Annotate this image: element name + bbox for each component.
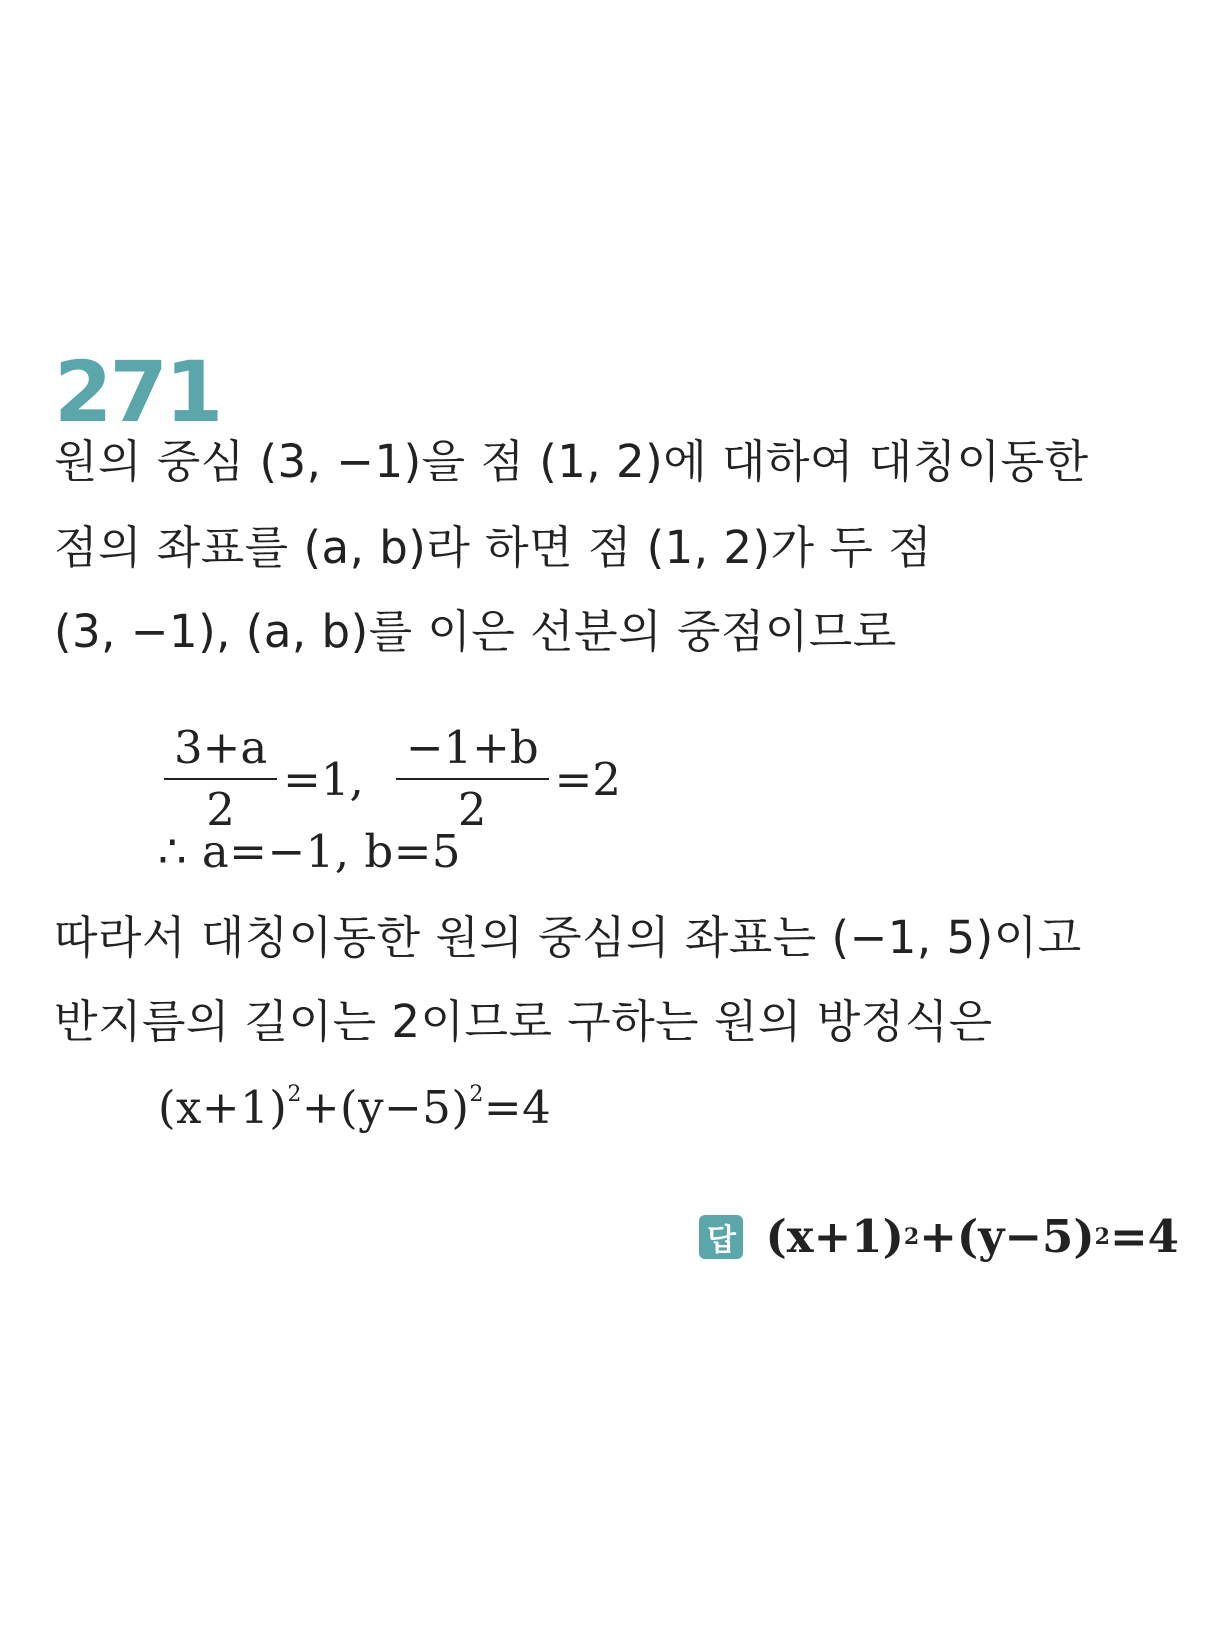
fraction-x-numerator: 3+a [174, 721, 268, 774]
fraction-y-rhs: =2 [554, 752, 622, 806]
answer-badge: 답 [699, 1215, 743, 1259]
fraction-y-denominator: 2 [457, 783, 487, 836]
circle-eq-exponent-2: 2 [469, 1082, 484, 1107]
text-line-7: 반지름의 길이는 2이므로 구하는 원의 방정식은 [54, 995, 993, 1048]
circle-eq-part3: =4 [483, 1081, 552, 1134]
answer-line: 답 (x+1) 2 +(y−5) 2 =4 [699, 1210, 1179, 1263]
fraction-y-numerator: −1+b [405, 721, 539, 774]
circle-eq-part2: +(y−5) [301, 1081, 470, 1134]
answer-part1: (x+1) [765, 1210, 904, 1263]
circle-eq-exponent-1: 2 [287, 1082, 302, 1107]
fraction-y [396, 722, 549, 836]
fraction-x [164, 722, 277, 836]
text-line-6: 따라서 대칭이동한 원의 중심의 좌표는 (−1, 5)이고 [54, 911, 1082, 964]
circle-equation [158, 1080, 551, 1136]
problem-number: 271 [54, 343, 221, 441]
text-line-1: 원의 중심 (3, −1)을 점 (1, 2)에 대하여 대칭이동한 [54, 435, 1089, 488]
fraction-x-rhs: =1, [283, 752, 364, 806]
therefore-line: ∴ a=−1, b=5 [158, 825, 462, 878]
answer-part2: +(y−5) [919, 1210, 1095, 1263]
circle-eq-part1: (x+1) [158, 1081, 288, 1134]
midpoint-equations [158, 721, 622, 836]
text-line-2: 점의 좌표를 (a, b)라 하면 점 (1, 2)가 두 점 [54, 521, 933, 574]
fraction-x-denominator: 2 [206, 783, 235, 836]
answer-part3: =4 [1109, 1210, 1179, 1263]
text-line-3: (3, −1), (a, b)를 이은 선분의 중점이므로 [54, 605, 897, 658]
